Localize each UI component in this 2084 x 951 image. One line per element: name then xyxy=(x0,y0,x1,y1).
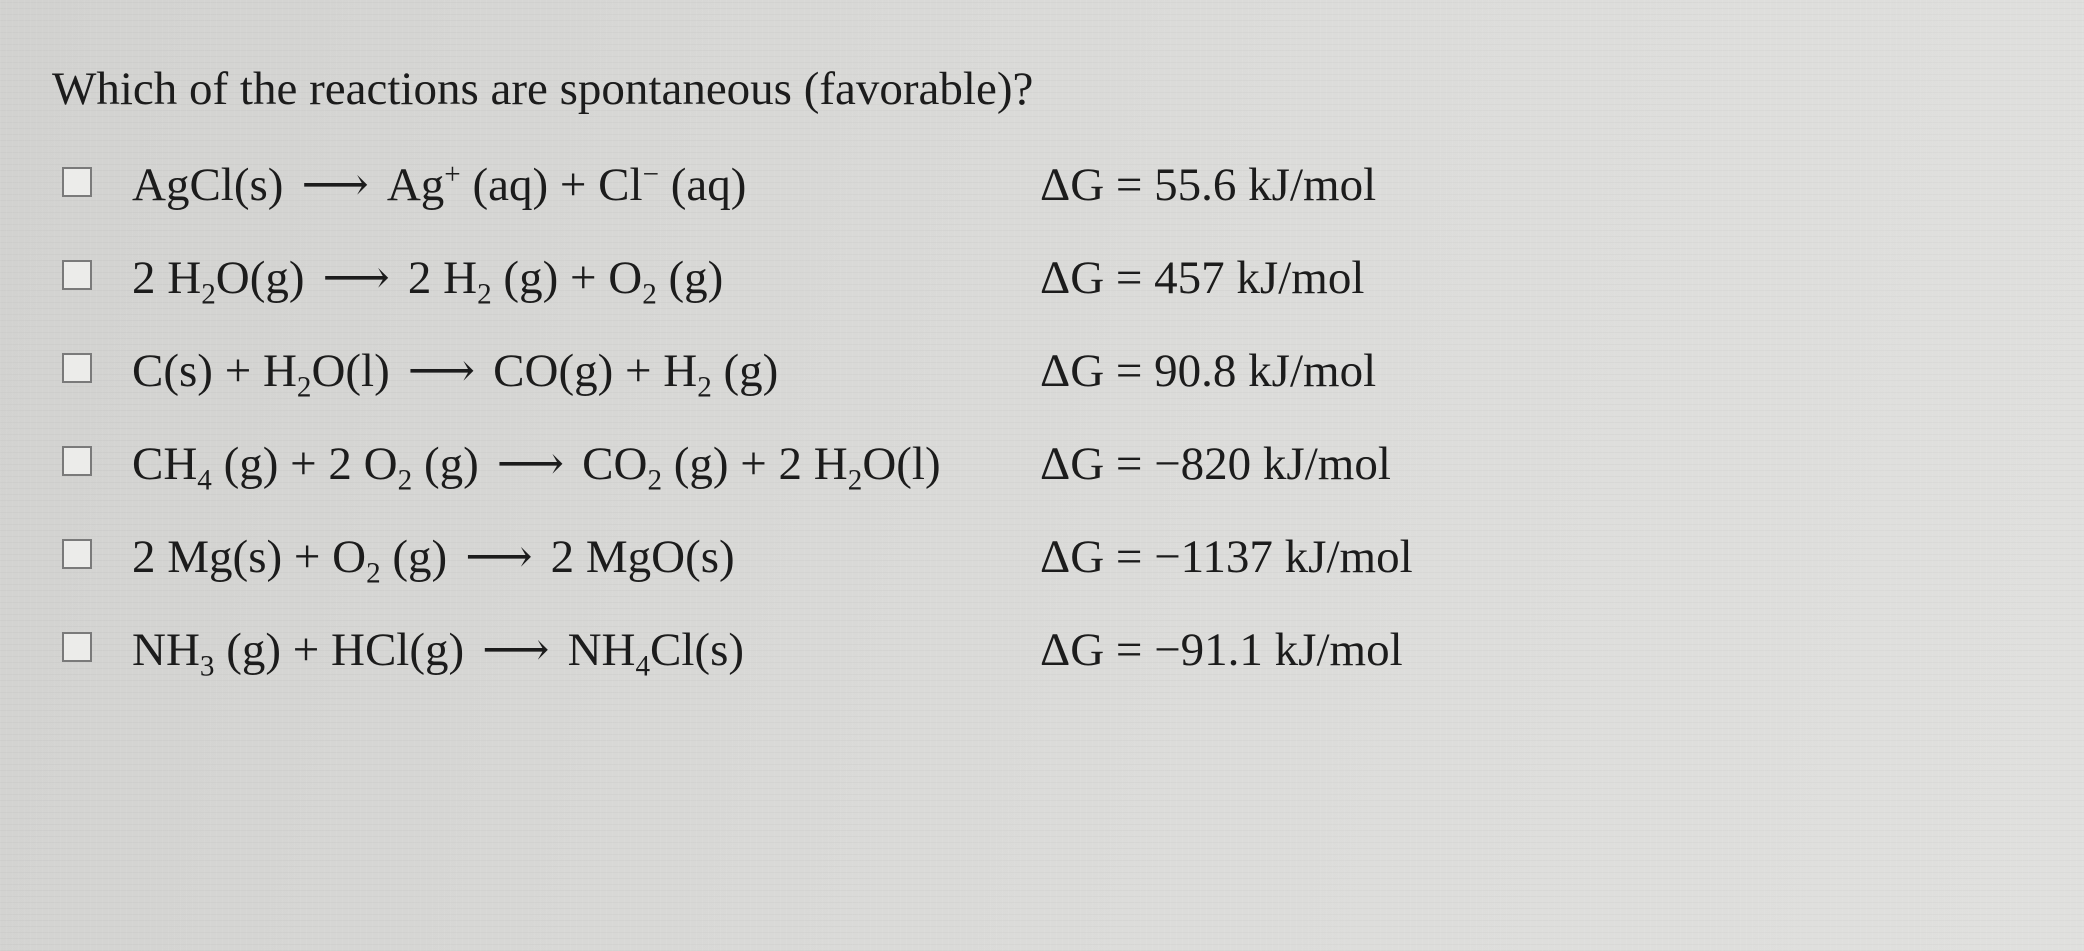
subscript: 2 xyxy=(642,278,657,311)
subscript: 3 xyxy=(199,650,215,683)
reaction-arrow: ⟶ xyxy=(482,624,550,676)
formula-text: Ag xyxy=(386,159,445,211)
products xyxy=(387,159,747,211)
formula-text: (g) xyxy=(656,252,724,304)
products xyxy=(582,438,941,497)
delta-g-value: ΔG = −820 kJ/mol xyxy=(1040,437,1391,490)
formula-text: (g) + HCl(g) xyxy=(214,624,465,676)
reaction-option[interactable] xyxy=(62,324,1562,417)
formula-text: NH xyxy=(567,624,636,676)
products xyxy=(551,531,735,583)
delta-g-value: ΔG = 457 kJ/mol xyxy=(1040,251,1365,304)
subscript: 2 xyxy=(847,464,863,497)
formula-text: (g) xyxy=(711,345,779,397)
subscript: 2 xyxy=(647,464,662,497)
reaction-option[interactable] xyxy=(62,417,1562,510)
formula-text: C(s) + H xyxy=(132,345,297,397)
reactants xyxy=(132,159,283,211)
formula-text: O(g) xyxy=(215,252,305,304)
superscript: − xyxy=(642,158,659,191)
reaction-checkbox[interactable] xyxy=(62,260,92,290)
reaction-equation xyxy=(132,250,724,311)
reaction-checkbox[interactable] xyxy=(62,632,92,662)
reactants xyxy=(132,345,390,404)
reactants xyxy=(132,438,479,497)
question-text: Which of the reactions are spontaneous (favorable)? xyxy=(52,63,1034,115)
subscript: 2 xyxy=(697,371,712,404)
reaction-checkbox[interactable] xyxy=(62,539,92,569)
reaction-equation xyxy=(132,622,745,683)
delta-g-value: ΔG = −1137 kJ/mol xyxy=(1040,530,1413,583)
subscript: 2 xyxy=(296,371,312,404)
reaction-arrow: ⟶ xyxy=(465,531,533,583)
reaction-option[interactable] xyxy=(62,231,1562,324)
products xyxy=(567,624,745,683)
formula-text: CO xyxy=(582,438,648,490)
delta-g-value: ΔG = 55.6 kJ/mol xyxy=(1040,158,1377,211)
reaction-checkbox[interactable] xyxy=(62,446,92,476)
formula-text: (g) xyxy=(412,438,479,490)
products xyxy=(407,252,724,311)
reaction-equation xyxy=(132,343,779,404)
subscript: 4 xyxy=(635,650,651,683)
products xyxy=(493,345,779,404)
delta-g-value: ΔG = 90.8 kJ/mol xyxy=(1040,344,1377,397)
formula-text: 2 H xyxy=(132,252,202,304)
formula-text: (g) xyxy=(380,531,448,583)
reaction-arrow: ⟶ xyxy=(407,345,476,397)
reaction-arrow: ⟶ xyxy=(496,438,565,490)
reaction-options-list xyxy=(62,138,1562,696)
reaction-equation xyxy=(132,436,941,497)
reaction-option[interactable] xyxy=(62,510,1562,603)
formula-text: Cl(s) xyxy=(650,624,745,676)
formula-text: CH xyxy=(132,438,198,490)
formula-text: O(l) xyxy=(862,438,941,490)
subscript: 2 xyxy=(477,278,492,311)
formula-text: AgCl(s) xyxy=(132,159,284,211)
formula-text: O(l) xyxy=(311,345,390,397)
formula-text: CO(g) + H xyxy=(493,345,698,397)
formula-text: (g) + 2 H xyxy=(662,438,848,490)
reactants xyxy=(132,531,448,590)
reaction-option[interactable] xyxy=(62,138,1562,231)
formula-text: 2 Mg(s) + O xyxy=(132,531,367,583)
delta-g-value: ΔG = −91.1 kJ/mol xyxy=(1040,623,1403,676)
formula-text: (aq) xyxy=(659,159,747,211)
formula-text: (aq) + Cl xyxy=(460,159,643,211)
reactants xyxy=(132,624,465,683)
reaction-checkbox[interactable] xyxy=(62,353,92,383)
subscript: 4 xyxy=(197,464,212,497)
formula-text: (g) + O xyxy=(491,252,643,304)
reaction-arrow: ⟶ xyxy=(301,159,369,211)
subscript: 2 xyxy=(366,557,381,590)
superscript: + xyxy=(444,158,461,191)
formula-text: (g) + 2 O xyxy=(211,438,398,490)
formula-text: 2 MgO(s) xyxy=(550,531,735,583)
formula-text: NH xyxy=(132,624,200,676)
subscript: 2 xyxy=(397,464,413,497)
reaction-arrow: ⟶ xyxy=(322,252,390,304)
subscript: 2 xyxy=(201,278,216,311)
formula-text: 2 H xyxy=(407,252,478,304)
reaction-equation xyxy=(132,157,746,212)
reaction-equation xyxy=(132,529,735,590)
reaction-option[interactable] xyxy=(62,603,1562,696)
reaction-checkbox[interactable] xyxy=(62,167,92,197)
reactants xyxy=(132,252,305,311)
